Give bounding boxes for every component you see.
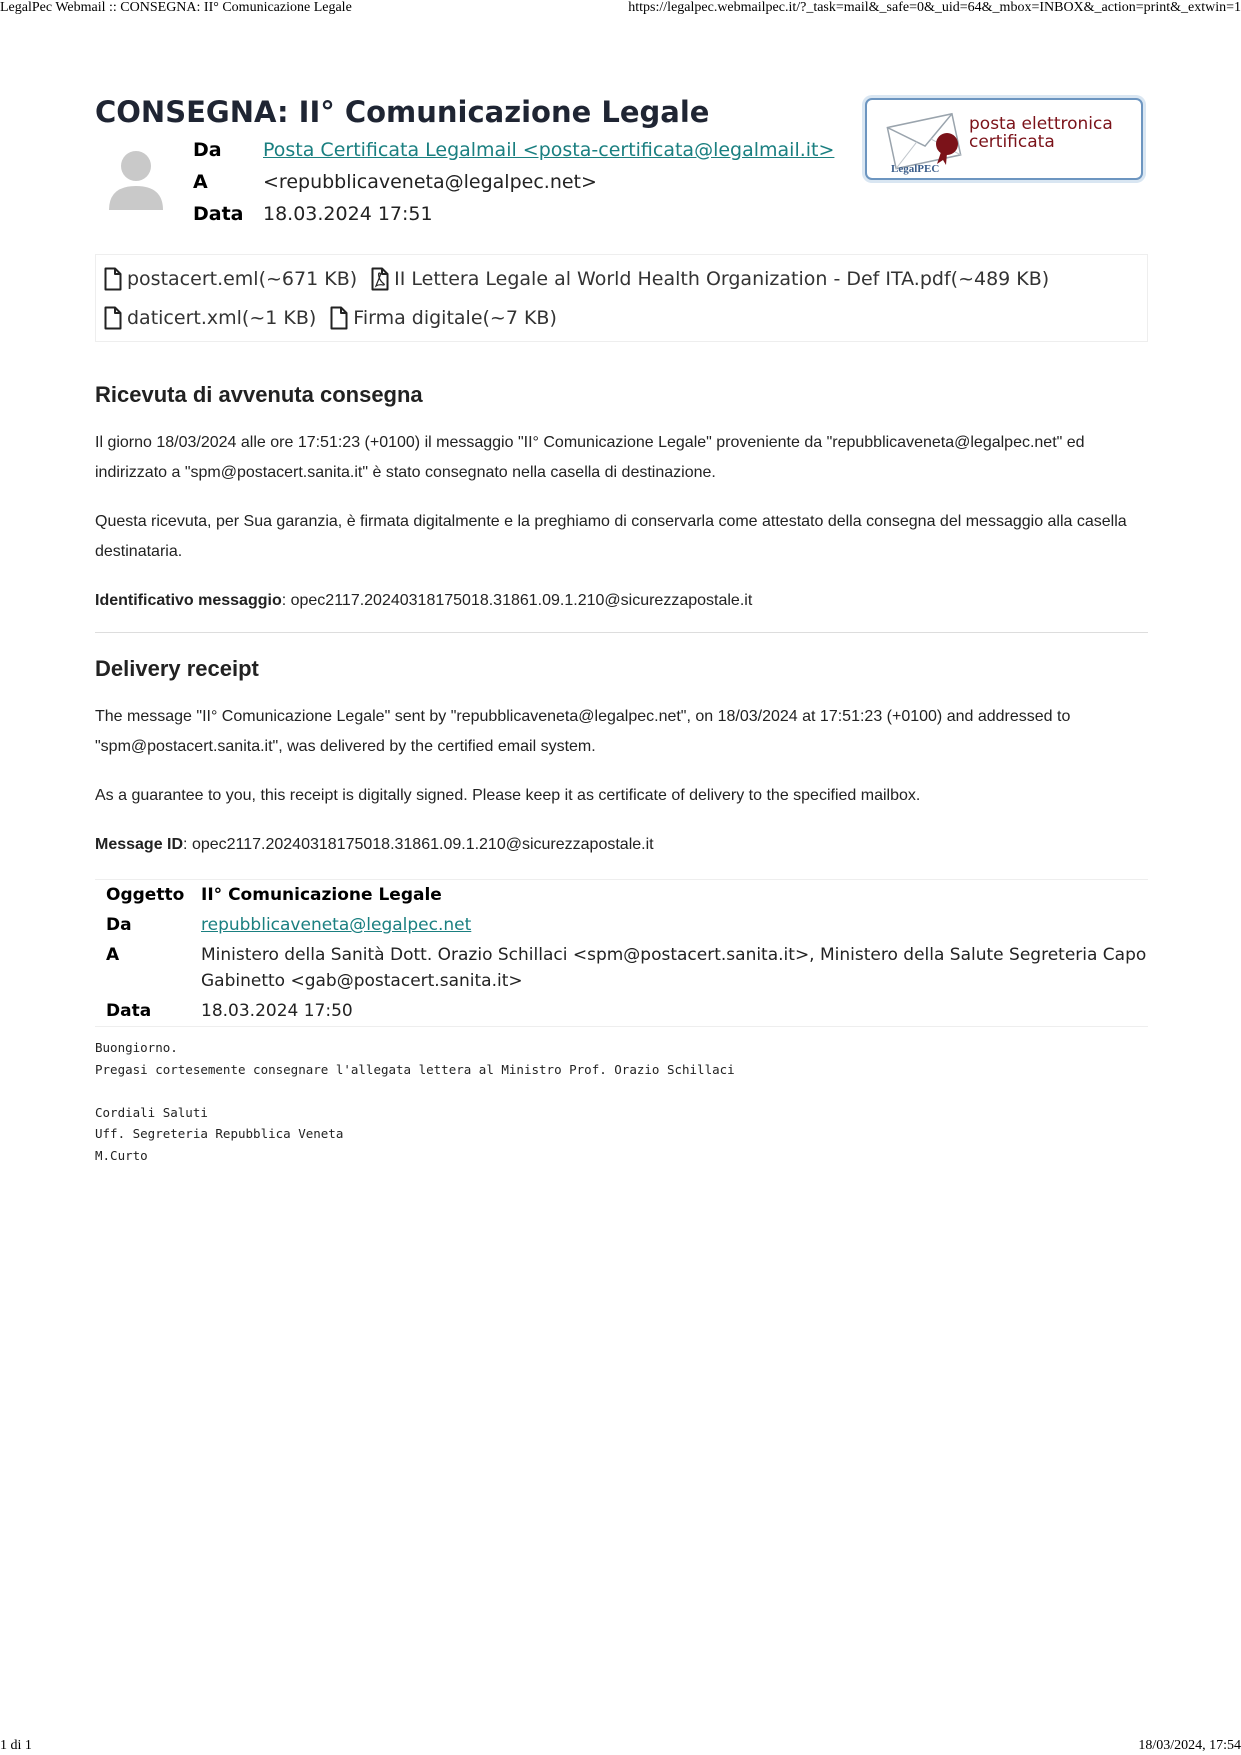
section-title: Delivery receipt <box>95 656 259 681</box>
header-label: Data <box>193 203 244 225</box>
attachment-list <box>95 254 1148 342</box>
orig-row-date <box>95 996 1148 1027</box>
attachment-name: Firma digitale <box>353 306 483 329</box>
header-label: Da <box>193 139 222 161</box>
header-row-to <box>193 166 834 198</box>
receipt-paragraph: Questa ricevuta, per Sua garanzia, è firmata digitalmente e la preghiamo di conservarla come attestato della consegna del messaggio alla casella destinataria. <box>95 513 1127 560</box>
message-id-label: Identificativo messaggio <box>95 592 282 609</box>
orig-recipients-value: Ministero della Sanità Dott. Orazio Schillaci <spm@postacert.sanita.it>, Ministero della Salute Segreteria Capo Gabinetto <gab@postacert.sanita.it> <box>201 945 1147 991</box>
attachment-name: postacert.eml <box>127 267 259 290</box>
orig-sender-link[interactable]: repubblicaveneta@legalpec.net <box>201 915 472 935</box>
attachment-name: daticert.xml <box>127 306 242 329</box>
page-title: CONSEGNA: II° Comunicazione Legale <box>95 95 710 129</box>
header-row-from <box>193 134 834 166</box>
print-footer <box>0 1738 1241 1754</box>
message-headers <box>95 134 1148 246</box>
original-message-headers <box>95 879 1148 1027</box>
attachment-item[interactable] <box>371 267 1049 291</box>
message-id-line <box>95 830 1148 860</box>
message-print-view <box>95 90 1148 1166</box>
logo-line-1: posta elettronica <box>969 114 1113 134</box>
pdf-file-icon <box>371 267 389 291</box>
message-id-label: Message ID <box>95 836 184 853</box>
orig-label: Oggetto <box>106 885 185 905</box>
date-value: 18.03.2024 17:51 <box>263 203 433 225</box>
orig-row-to <box>95 940 1148 996</box>
receipt-italian <box>95 382 1148 616</box>
message-body: Buongiorno. Pregasi cortesemente consegnare l'allegata lettera al Ministro Prof. Orazio Schillaci Cordiali Saluti Uff. Segreteria Repubblica Veneta M.Curto <box>95 1040 735 1163</box>
attachment-item[interactable] <box>104 306 316 330</box>
logo-brand: LegalPEC <box>891 163 940 175</box>
print-timestamp: 18/03/2024, 17:54 <box>1138 1738 1241 1753</box>
file-icon <box>104 306 122 330</box>
file-icon <box>330 306 348 330</box>
header-label: A <box>193 171 208 193</box>
print-header-title: LegalPec Webmail :: CONSEGNA: II° Comunicazione Legale <box>0 0 352 15</box>
receipt-english <box>95 656 1148 860</box>
attachment-item[interactable] <box>104 267 357 291</box>
orig-subject-value: II° Comunicazione Legale <box>201 885 442 905</box>
receipt-paragraph: Il giorno 18/03/2024 alle ore 17:51:23 (+0100) il messaggio "II° Comunicazione Legale" proveniente da "repubblicaveneta@legalpec.net" ed indirizzato a "spm@postacert.sanita.it" è stato consegnato nella casella di destinazione. <box>95 434 1085 481</box>
page-count: 1 di 1 <box>0 1738 32 1753</box>
message-id-value: : opec2117.20240318175018.31861.09.1.210@sicurezzapostale.it <box>281 592 753 609</box>
attachment-size: (~489 KB) <box>950 267 1050 290</box>
section-title: Ricevuta di avvenuta consegna <box>95 382 423 407</box>
avatar-icon <box>109 150 163 210</box>
receipt-paragraph: As a guarantee to you, this receipt is digitally signed. Please keep it as certificate of delivery to the specified mailbox. <box>95 787 921 804</box>
attachment-size: (~671 KB) <box>258 267 358 290</box>
logo-line-2: certificata <box>969 132 1055 152</box>
attachment-name: II Lettera Legale al World Health Organization - Def ITA.pdf <box>394 267 951 290</box>
header-table <box>193 134 834 230</box>
orig-label: Da <box>106 915 132 935</box>
print-header <box>0 0 1241 16</box>
file-icon <box>104 267 122 291</box>
attachment-item[interactable] <box>330 306 557 330</box>
print-header-url: https://legalpec.webmailpec.it/?_task=mail&_safe=0&_uid=64&_mbox=INBOX&_action=print&_extwin=1 <box>628 0 1241 15</box>
header-row-date <box>193 198 834 230</box>
orig-row-subject <box>95 880 1148 911</box>
orig-date-value: 18.03.2024 17:50 <box>201 1001 353 1021</box>
section-divider <box>95 632 1148 633</box>
attachment-size: (~7 KB) <box>482 306 557 329</box>
orig-row-from <box>95 910 1148 940</box>
receipt-paragraph: The message "II° Comunicazione Legale" sent by "repubblicaveneta@legalpec.net", on 18/03/2024 at 17:51:23 (+0100) and addressed to "spm@postacert.sanita.it", was delivered by the certified email system. <box>95 708 1071 755</box>
orig-label: Data <box>106 1001 152 1021</box>
recipient-value: <repubblicaveneta@legalpec.net> <box>263 171 597 193</box>
attachment-size: (~1 KB) <box>241 306 317 329</box>
message-id-line <box>95 586 1148 616</box>
sender-link[interactable]: Posta Certificata Legalmail <posta-certificata@legalmail.it> <box>263 139 835 161</box>
message-id-value: : opec2117.20240318175018.31861.09.1.210@sicurezzapostale.it <box>183 836 654 853</box>
orig-label: A <box>106 945 120 965</box>
